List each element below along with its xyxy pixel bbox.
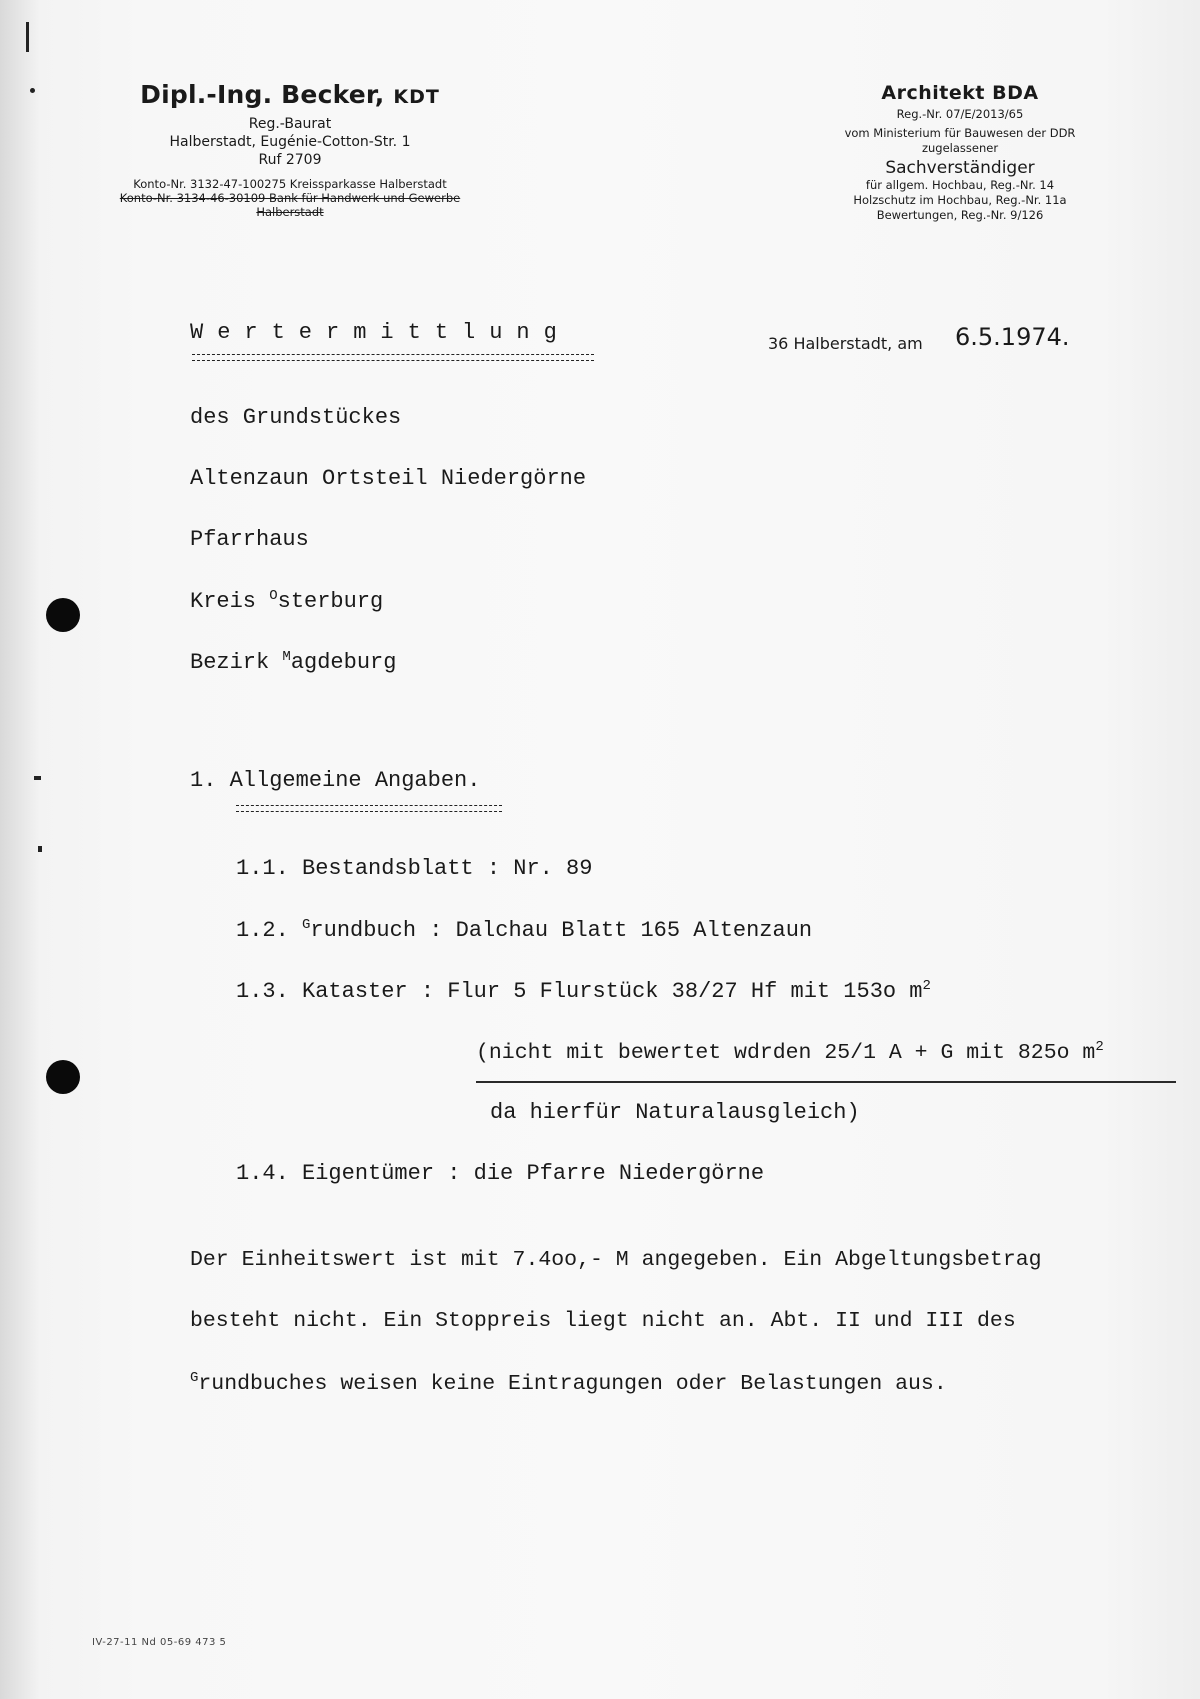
edge-mark	[34, 776, 41, 780]
edge-mark	[38, 846, 42, 852]
bank-account-2-city: Halberstadt	[256, 205, 324, 219]
expert-line-3: Bewertungen, Reg.-Nr. 9/126	[876, 208, 1044, 222]
subject-line-5: Bezirk $^M$agdeburg	[190, 649, 397, 675]
author-address: Halberstadt, Eugénie-Cotton-Str. 1	[169, 134, 411, 150]
item-1-2: 1.2. $^G$rundbuch : Dalchau Blatt 165 Altenzaun	[236, 917, 813, 943]
letterhead-right	[820, 82, 1100, 223]
fold-mark	[26, 22, 29, 52]
punch-hole-top	[46, 598, 80, 632]
paragraph-line-2: besteht nicht. Ein Stoppreis liegt nicht an. Abt. II und III des	[190, 1309, 1016, 1333]
author-name-suffix: KDT	[393, 86, 440, 108]
note-rule	[476, 1081, 1176, 1083]
author-phone: Ruf 2709	[258, 152, 322, 168]
architect-title: Architekt BDA	[881, 82, 1039, 104]
letterhead-left	[100, 80, 480, 219]
expert-line-1: für allgem. Hochbau, Reg.-Nr. 14	[865, 178, 1055, 192]
architect-reg: Reg.-Nr. 07/E/2013/65	[896, 107, 1024, 121]
admitted-line: zugelassener	[921, 141, 999, 155]
expert-line-2: Holzschutz im Hochbau, Reg.-Nr. 11a	[853, 193, 1067, 207]
subject-line-4: Kreis $^O$sterburg	[190, 588, 384, 614]
item-1-4: 1.4. Eigentümer : die Pfarre Niedergörne	[236, 1161, 765, 1186]
subject-line-1: des Grundstückes	[190, 405, 402, 430]
edge-mark	[30, 88, 35, 93]
paragraph-line-1: Der Einheitswert ist mit 7.4oo,- M angegeben. Ein Abgeltungsbetrag	[190, 1248, 1042, 1272]
item-1-3-note-1: (nicht mit bewertet wdrden 25/1 A + G mit 825o $m^2$	[476, 1039, 1104, 1065]
bank-account-1: Konto-Nr. 3132-47-100275 Kreissparkasse Halberstadt	[133, 177, 447, 191]
item-1-1: 1.1. Bestandsblatt : Nr. 89	[236, 856, 593, 881]
subject-line-2: Altenzaun Ortsteil Niedergörne	[190, 466, 587, 491]
section-1-heading: 1. Allgemeine Angaben.	[190, 768, 481, 793]
date-label: 36 Halberstadt, am	[768, 334, 923, 353]
title-underline	[192, 354, 594, 361]
punch-hole-bottom	[46, 1060, 80, 1094]
document-title: Wertermittlung	[190, 320, 571, 345]
item-1-3: 1.3. Kataster : Flur 5 Flurstück 38/27 Hf mit 153o $m^2$	[236, 978, 931, 1004]
expert-title: Sachverständiger	[885, 158, 1035, 178]
section-1-underline	[236, 805, 502, 812]
document-date: 6.5.1974.	[955, 323, 1070, 351]
author-title: Reg.-Baurat	[248, 116, 332, 132]
subject-line-3: Pfarrhaus	[190, 527, 309, 552]
item-1-3-note-2: da hierfür Naturalausgleich)	[490, 1100, 860, 1125]
author-name: Dipl.-Ing. Becker, KDT	[140, 80, 440, 109]
bank-account-2: Konto-Nr. 3134-46-30109 Bank für Handwerk und Gewerbe	[119, 191, 461, 205]
paragraph-line-3: $^G$rundbuches weisen keine Eintragungen oder Belastungen aus.	[190, 1370, 947, 1396]
form-footer-code: IV-27-11 Nd 05-69 473 5	[92, 1637, 227, 1648]
ministry-line: vom Ministerium für Bauwesen der DDR	[844, 126, 1076, 140]
